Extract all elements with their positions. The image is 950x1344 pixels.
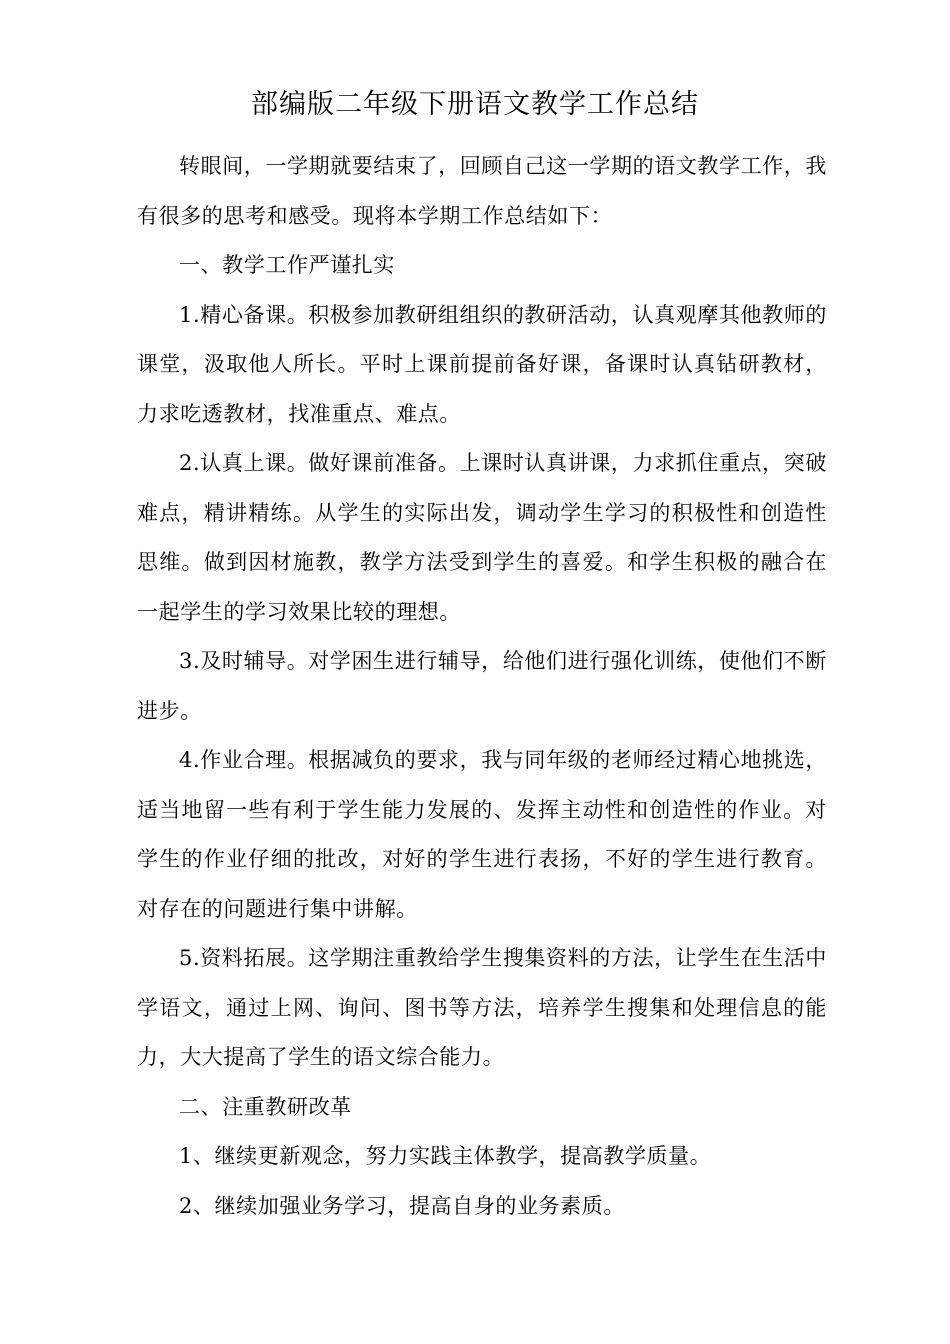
paragraph-item-3: 3.及时辅导。对学困生进行辅导，给他们进行强化训练，使他们不断进步。 <box>137 649 827 723</box>
paragraph-item-5: 5.资料拓展。这学期注重教给学生搜集资料的方法，让学生在生活中学语文，通过上网、询问、图书等方法，培养学生搜集和处理信息的能力，大大提高了学生的语文综合能力。 <box>137 946 827 1069</box>
document-title: 部编版二年级下册语文教学工作总结 <box>251 89 699 120</box>
section-heading-2: 二、注重教研改革 <box>179 1094 352 1119</box>
paragraph-reform-2: 2、继续加强业务学习，提高自身的业务素质。 <box>179 1193 625 1218</box>
paragraph-reform-1: 1、继续更新观念，努力实践主体教学，提高教学质量。 <box>179 1144 712 1168</box>
paragraph-item-2: 2.认真上课。做好课前准备。上课时认真讲课，力求抓住重点，突破难点，精讲精练。从学生的实际出发，调动学生学习的积极性和创造性思维。做到因材施教，教学方法受到学生的喜爱。和学生积极的融合在一起学生的学习效果比较的理想。 <box>137 451 827 624</box>
paragraph-item-4: 4.作业合理。根据减负的要求，我与同年级的老师经过精心地挑选，适当地留一些有利于学生能力发展的、发挥主动性和创造性的作业。对学生的作业仔细的批改，对好的学生进行表扬，不好的学生进行教育。对存在的问题进行集中讲解。 <box>137 748 827 921</box>
paragraph-item-1: 1.精心备课。积极参加教研组组织的教研活动，认真观摩其他教师的课堂，汲取他人所长。平时上课前提前备好课，备课时认真钻研教材，力求吃透教材，找准重点、难点。 <box>137 302 827 426</box>
section-heading-1: 一、教学工作严谨扎实 <box>179 253 395 277</box>
paragraph-intro: 转眼间，一学期就要结束了，回顾自己这一学期的语文教学工作，我有很多的思考和感受。现将本学期工作总结如下： <box>137 154 827 228</box>
document-body <box>137 142 827 1231</box>
